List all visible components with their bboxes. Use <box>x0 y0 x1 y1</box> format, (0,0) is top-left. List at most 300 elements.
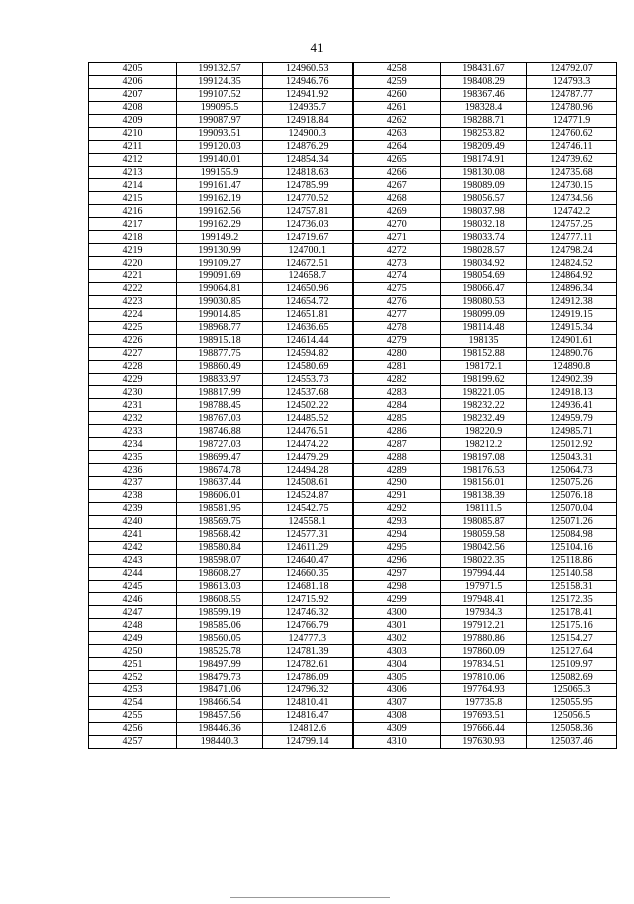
x-coordinate-left-cell: 198767.03 <box>177 412 263 425</box>
y-coordinate-left-cell: 124777.3 <box>263 632 353 645</box>
y-coordinate-left-cell: 124876.29 <box>263 140 353 153</box>
x-coordinate-right-cell: 198232.22 <box>441 399 527 412</box>
x-coordinate-right-cell: 197912.21 <box>441 619 527 632</box>
x-coordinate-left-cell: 198497.99 <box>177 658 263 671</box>
x-coordinate-right-cell: 198152.88 <box>441 347 527 360</box>
y-coordinate-left-cell: 124918.84 <box>263 114 353 127</box>
table-row <box>89 257 617 270</box>
table-row <box>89 645 617 658</box>
point-id-left-cell: 4235 <box>89 451 177 464</box>
x-coordinate-right-cell: 198328.4 <box>441 101 527 114</box>
x-coordinate-left-cell: 198613.03 <box>177 580 263 593</box>
point-id-right-cell: 4292 <box>353 502 441 515</box>
y-coordinate-left-cell: 124650.96 <box>263 282 353 295</box>
x-coordinate-left-cell: 198817.99 <box>177 386 263 399</box>
point-id-right-cell: 4273 <box>353 257 441 270</box>
point-id-right-cell: 4260 <box>353 88 441 101</box>
table-row <box>89 658 617 671</box>
point-id-left-cell: 4246 <box>89 593 177 606</box>
point-id-right-cell: 4309 <box>353 722 441 735</box>
y-coordinate-left-cell: 124812.6 <box>263 722 353 735</box>
point-id-left-cell: 4233 <box>89 425 177 438</box>
x-coordinate-left-cell: 198699.47 <box>177 451 263 464</box>
point-id-right-cell: 4296 <box>353 554 441 567</box>
point-id-left-cell: 4249 <box>89 632 177 645</box>
y-coordinate-left-cell: 124658.7 <box>263 270 353 283</box>
x-coordinate-right-cell: 198253.82 <box>441 127 527 140</box>
x-coordinate-left-cell: 198877.75 <box>177 347 263 360</box>
point-id-left-cell: 4252 <box>89 671 177 684</box>
table-row <box>89 270 617 283</box>
point-id-left-cell: 4228 <box>89 360 177 373</box>
x-coordinate-right-cell: 198174.91 <box>441 153 527 166</box>
y-coordinate-right-cell: 124985.71 <box>527 425 617 438</box>
point-id-left-cell: 4222 <box>89 282 177 295</box>
y-coordinate-right-cell: 125154.27 <box>527 632 617 645</box>
y-coordinate-left-cell: 124900.3 <box>263 127 353 140</box>
point-id-right-cell: 4272 <box>353 244 441 257</box>
point-id-right-cell: 4283 <box>353 386 441 399</box>
y-coordinate-left-cell: 124960.53 <box>263 63 353 76</box>
x-coordinate-left-cell: 199149.2 <box>177 231 263 244</box>
y-coordinate-left-cell: 124796.32 <box>263 684 353 697</box>
point-id-left-cell: 4221 <box>89 270 177 283</box>
point-id-right-cell: 4267 <box>353 179 441 192</box>
y-coordinate-right-cell: 124919.15 <box>527 308 617 321</box>
x-coordinate-right-cell: 198130.08 <box>441 166 527 179</box>
point-id-right-cell: 4264 <box>353 140 441 153</box>
point-id-right-cell: 4291 <box>353 489 441 502</box>
point-id-left-cell: 4224 <box>89 308 177 321</box>
table-row <box>89 334 617 347</box>
x-coordinate-right-cell: 198199.62 <box>441 373 527 386</box>
point-id-left-cell: 4256 <box>89 722 177 735</box>
table-row <box>89 593 617 606</box>
point-id-right-cell: 4284 <box>353 399 441 412</box>
y-coordinate-left-cell: 124660.35 <box>263 567 353 580</box>
y-coordinate-left-cell: 124757.81 <box>263 205 353 218</box>
table-row <box>89 489 617 502</box>
point-id-left-cell: 4210 <box>89 127 177 140</box>
y-coordinate-left-cell: 124636.65 <box>263 321 353 334</box>
x-coordinate-right-cell: 198085.87 <box>441 515 527 528</box>
table-row <box>89 541 617 554</box>
y-coordinate-right-cell: 124739.62 <box>527 153 617 166</box>
x-coordinate-left-cell: 198599.19 <box>177 606 263 619</box>
y-coordinate-right-cell: 125076.18 <box>527 489 617 502</box>
y-coordinate-left-cell: 124614.44 <box>263 334 353 347</box>
x-coordinate-left-cell: 198608.55 <box>177 593 263 606</box>
y-coordinate-left-cell: 124611.29 <box>263 541 353 554</box>
x-coordinate-left-cell: 198608.27 <box>177 567 263 580</box>
y-coordinate-right-cell: 124777.11 <box>527 231 617 244</box>
x-coordinate-right-cell: 198221.05 <box>441 386 527 399</box>
table-row <box>89 709 617 722</box>
y-coordinate-right-cell: 124915.34 <box>527 321 617 334</box>
x-coordinate-right-cell: 198022.35 <box>441 554 527 567</box>
y-coordinate-right-cell: 124864.92 <box>527 270 617 283</box>
x-coordinate-left-cell: 198598.07 <box>177 554 263 567</box>
table-row <box>89 567 617 580</box>
point-id-right-cell: 4280 <box>353 347 441 360</box>
x-coordinate-left-cell: 199120.03 <box>177 140 263 153</box>
y-coordinate-left-cell: 124935.7 <box>263 101 353 114</box>
table-row <box>89 722 617 735</box>
table-row <box>89 671 617 684</box>
y-coordinate-left-cell: 124502.22 <box>263 399 353 412</box>
table-row <box>89 166 617 179</box>
x-coordinate-left-cell: 198637.44 <box>177 477 263 490</box>
x-coordinate-left-cell: 199132.57 <box>177 63 263 76</box>
x-coordinate-right-cell: 197834.51 <box>441 658 527 671</box>
x-coordinate-left-cell: 199162.56 <box>177 205 263 218</box>
y-coordinate-left-cell: 124558.1 <box>263 515 353 528</box>
y-coordinate-right-cell: 124746.11 <box>527 140 617 153</box>
x-coordinate-right-cell: 197693.51 <box>441 709 527 722</box>
y-coordinate-right-cell: 125012.92 <box>527 438 617 451</box>
coordinates-table <box>88 62 617 749</box>
y-coordinate-right-cell: 124890.8 <box>527 360 617 373</box>
y-coordinate-right-cell: 124793.3 <box>527 75 617 88</box>
y-coordinate-right-cell: 124730.15 <box>527 179 617 192</box>
x-coordinate-left-cell: 199162.19 <box>177 192 263 205</box>
y-coordinate-right-cell: 124742.2 <box>527 205 617 218</box>
x-coordinate-right-cell: 198059.58 <box>441 528 527 541</box>
x-coordinate-right-cell: 198408.29 <box>441 75 527 88</box>
y-coordinate-right-cell: 125084.98 <box>527 528 617 541</box>
x-coordinate-right-cell: 198212.2 <box>441 438 527 451</box>
table-row <box>89 502 617 515</box>
x-coordinate-left-cell: 199140.01 <box>177 153 263 166</box>
table-row <box>89 295 617 308</box>
table-row <box>89 425 617 438</box>
y-coordinate-left-cell: 124474.22 <box>263 438 353 451</box>
point-id-left-cell: 4240 <box>89 515 177 528</box>
point-id-left-cell: 4213 <box>89 166 177 179</box>
y-coordinate-left-cell: 124810.41 <box>263 696 353 709</box>
table-row <box>89 114 617 127</box>
y-coordinate-left-cell: 124719.67 <box>263 231 353 244</box>
y-coordinate-left-cell: 124854.34 <box>263 153 353 166</box>
table-row <box>89 63 617 76</box>
x-coordinate-left-cell: 199162.29 <box>177 218 263 231</box>
table-row <box>89 373 617 386</box>
x-coordinate-right-cell: 197666.44 <box>441 722 527 735</box>
table-row <box>89 192 617 205</box>
point-id-right-cell: 4294 <box>353 528 441 541</box>
x-coordinate-left-cell: 199107.52 <box>177 88 263 101</box>
point-id-right-cell: 4270 <box>353 218 441 231</box>
point-id-right-cell: 4305 <box>353 671 441 684</box>
y-coordinate-left-cell: 124580.69 <box>263 360 353 373</box>
point-id-right-cell: 4274 <box>353 270 441 283</box>
y-coordinate-left-cell: 124785.99 <box>263 179 353 192</box>
y-coordinate-right-cell: 124787.77 <box>527 88 617 101</box>
y-coordinate-right-cell: 125104.16 <box>527 541 617 554</box>
point-id-right-cell: 4303 <box>353 645 441 658</box>
y-coordinate-right-cell: 125127.64 <box>527 645 617 658</box>
point-id-right-cell: 4289 <box>353 464 441 477</box>
point-id-left-cell: 4211 <box>89 140 177 153</box>
x-coordinate-right-cell: 198232.49 <box>441 412 527 425</box>
x-coordinate-left-cell: 199124.35 <box>177 75 263 88</box>
table-row <box>89 438 617 451</box>
table-row <box>89 282 617 295</box>
point-id-left-cell: 4232 <box>89 412 177 425</box>
point-id-left-cell: 4237 <box>89 477 177 490</box>
table-row <box>89 347 617 360</box>
y-coordinate-left-cell: 124508.61 <box>263 477 353 490</box>
y-coordinate-right-cell: 124936.41 <box>527 399 617 412</box>
x-coordinate-left-cell: 199155.9 <box>177 166 263 179</box>
y-coordinate-right-cell: 125172.35 <box>527 593 617 606</box>
x-coordinate-left-cell: 198525.78 <box>177 645 263 658</box>
point-id-right-cell: 4277 <box>353 308 441 321</box>
point-id-left-cell: 4216 <box>89 205 177 218</box>
x-coordinate-left-cell: 198746.88 <box>177 425 263 438</box>
x-coordinate-right-cell: 197810.06 <box>441 671 527 684</box>
point-id-left-cell: 4205 <box>89 63 177 76</box>
y-coordinate-right-cell: 124780.96 <box>527 101 617 114</box>
x-coordinate-right-cell: 198056.57 <box>441 192 527 205</box>
point-id-right-cell: 4262 <box>353 114 441 127</box>
table-row <box>89 218 617 231</box>
point-id-left-cell: 4248 <box>89 619 177 632</box>
x-coordinate-left-cell: 198581.95 <box>177 502 263 515</box>
y-coordinate-left-cell: 124494.28 <box>263 464 353 477</box>
y-coordinate-right-cell: 125158.31 <box>527 580 617 593</box>
y-coordinate-right-cell: 124771.9 <box>527 114 617 127</box>
x-coordinate-right-cell: 198431.67 <box>441 63 527 76</box>
x-coordinate-left-cell: 198580.84 <box>177 541 263 554</box>
x-coordinate-right-cell: 198197.08 <box>441 451 527 464</box>
point-id-left-cell: 4234 <box>89 438 177 451</box>
table-row <box>89 386 617 399</box>
y-coordinate-right-cell: 124918.13 <box>527 386 617 399</box>
point-id-right-cell: 4297 <box>353 567 441 580</box>
y-coordinate-right-cell: 125082.69 <box>527 671 617 684</box>
y-coordinate-left-cell: 124577.31 <box>263 528 353 541</box>
point-id-left-cell: 4253 <box>89 684 177 697</box>
y-coordinate-left-cell: 124946.76 <box>263 75 353 88</box>
point-id-left-cell: 4227 <box>89 347 177 360</box>
x-coordinate-left-cell: 199130.99 <box>177 244 263 257</box>
point-id-left-cell: 4220 <box>89 257 177 270</box>
x-coordinate-right-cell: 198033.74 <box>441 231 527 244</box>
y-coordinate-right-cell: 124901.61 <box>527 334 617 347</box>
point-id-left-cell: 4236 <box>89 464 177 477</box>
point-id-right-cell: 4295 <box>353 541 441 554</box>
point-id-left-cell: 4251 <box>89 658 177 671</box>
x-coordinate-left-cell: 198479.73 <box>177 671 263 684</box>
x-coordinate-left-cell: 198568.42 <box>177 528 263 541</box>
y-coordinate-right-cell: 124959.79 <box>527 412 617 425</box>
x-coordinate-left-cell: 199030.85 <box>177 295 263 308</box>
table-row <box>89 127 617 140</box>
x-coordinate-left-cell: 199161.47 <box>177 179 263 192</box>
table-row <box>89 580 617 593</box>
point-id-left-cell: 4217 <box>89 218 177 231</box>
point-id-left-cell: 4244 <box>89 567 177 580</box>
table-row <box>89 412 617 425</box>
x-coordinate-left-cell: 198466.54 <box>177 696 263 709</box>
y-coordinate-left-cell: 124672.51 <box>263 257 353 270</box>
x-coordinate-right-cell: 198037.98 <box>441 205 527 218</box>
x-coordinate-right-cell: 198042.56 <box>441 541 527 554</box>
point-id-right-cell: 4304 <box>353 658 441 671</box>
table-row <box>89 696 617 709</box>
x-coordinate-right-cell: 198135 <box>441 334 527 347</box>
table-row <box>89 321 617 334</box>
point-id-right-cell: 4310 <box>353 735 441 748</box>
table-row <box>89 244 617 257</box>
y-coordinate-right-cell: 124757.25 <box>527 218 617 231</box>
y-coordinate-left-cell: 124553.73 <box>263 373 353 386</box>
point-id-right-cell: 4293 <box>353 515 441 528</box>
x-coordinate-left-cell: 199093.51 <box>177 127 263 140</box>
x-coordinate-right-cell: 198367.46 <box>441 88 527 101</box>
y-coordinate-left-cell: 124766.79 <box>263 619 353 632</box>
point-id-left-cell: 4243 <box>89 554 177 567</box>
x-coordinate-right-cell: 198220.9 <box>441 425 527 438</box>
y-coordinate-left-cell: 124799.14 <box>263 735 353 748</box>
table-row <box>89 554 617 567</box>
point-id-left-cell: 4209 <box>89 114 177 127</box>
point-id-right-cell: 4288 <box>353 451 441 464</box>
table-row <box>89 606 617 619</box>
x-coordinate-right-cell: 197948.41 <box>441 593 527 606</box>
table-row <box>89 153 617 166</box>
y-coordinate-left-cell: 124770.52 <box>263 192 353 205</box>
point-id-right-cell: 4306 <box>353 684 441 697</box>
point-id-right-cell: 4301 <box>353 619 441 632</box>
y-coordinate-left-cell: 124537.68 <box>263 386 353 399</box>
y-coordinate-right-cell: 124760.62 <box>527 127 617 140</box>
x-coordinate-left-cell: 199109.27 <box>177 257 263 270</box>
x-coordinate-left-cell: 198569.75 <box>177 515 263 528</box>
x-coordinate-right-cell: 198114.48 <box>441 321 527 334</box>
x-coordinate-left-cell: 198606.01 <box>177 489 263 502</box>
point-id-left-cell: 4219 <box>89 244 177 257</box>
point-id-left-cell: 4207 <box>89 88 177 101</box>
table-row <box>89 179 617 192</box>
x-coordinate-right-cell: 198111.5 <box>441 502 527 515</box>
table-row <box>89 140 617 153</box>
x-coordinate-left-cell: 198915.18 <box>177 334 263 347</box>
y-coordinate-left-cell: 124782.61 <box>263 658 353 671</box>
point-id-left-cell: 4239 <box>89 502 177 515</box>
point-id-left-cell: 4215 <box>89 192 177 205</box>
x-coordinate-right-cell: 198176.53 <box>441 464 527 477</box>
point-id-left-cell: 4254 <box>89 696 177 709</box>
x-coordinate-right-cell: 197934.3 <box>441 606 527 619</box>
x-coordinate-right-cell: 198034.92 <box>441 257 527 270</box>
y-coordinate-left-cell: 124781.39 <box>263 645 353 658</box>
y-coordinate-right-cell: 125070.04 <box>527 502 617 515</box>
x-coordinate-left-cell: 198560.05 <box>177 632 263 645</box>
point-id-left-cell: 4226 <box>89 334 177 347</box>
x-coordinate-left-cell: 198833.97 <box>177 373 263 386</box>
point-id-left-cell: 4247 <box>89 606 177 619</box>
table-row <box>89 735 617 748</box>
y-coordinate-left-cell: 124700.1 <box>263 244 353 257</box>
y-coordinate-left-cell: 124786.09 <box>263 671 353 684</box>
y-coordinate-right-cell: 124824.52 <box>527 257 617 270</box>
x-coordinate-left-cell: 198860.49 <box>177 360 263 373</box>
y-coordinate-left-cell: 124736.03 <box>263 218 353 231</box>
y-coordinate-right-cell: 125075.26 <box>527 477 617 490</box>
point-id-right-cell: 4279 <box>353 334 441 347</box>
y-coordinate-right-cell: 125043.31 <box>527 451 617 464</box>
y-coordinate-left-cell: 124818.63 <box>263 166 353 179</box>
point-id-right-cell: 4302 <box>353 632 441 645</box>
y-coordinate-right-cell: 124798.24 <box>527 244 617 257</box>
x-coordinate-right-cell: 197630.93 <box>441 735 527 748</box>
point-id-right-cell: 4299 <box>353 593 441 606</box>
y-coordinate-right-cell: 125071.26 <box>527 515 617 528</box>
coordinates-table-body <box>89 63 617 749</box>
point-id-right-cell: 4278 <box>353 321 441 334</box>
y-coordinate-left-cell: 124479.29 <box>263 451 353 464</box>
x-coordinate-left-cell: 198446.36 <box>177 722 263 735</box>
x-coordinate-right-cell: 197971.5 <box>441 580 527 593</box>
point-id-left-cell: 4218 <box>89 231 177 244</box>
point-id-right-cell: 4282 <box>353 373 441 386</box>
point-id-left-cell: 4242 <box>89 541 177 554</box>
point-id-right-cell: 4259 <box>353 75 441 88</box>
x-coordinate-right-cell: 198099.09 <box>441 308 527 321</box>
y-coordinate-right-cell: 125140.58 <box>527 567 617 580</box>
table-row <box>89 515 617 528</box>
x-coordinate-left-cell: 198440.3 <box>177 735 263 748</box>
table-row <box>89 632 617 645</box>
point-id-right-cell: 4290 <box>353 477 441 490</box>
y-coordinate-left-cell: 124746.32 <box>263 606 353 619</box>
y-coordinate-left-cell: 124651.81 <box>263 308 353 321</box>
x-coordinate-right-cell: 197735.8 <box>441 696 527 709</box>
point-id-right-cell: 4265 <box>353 153 441 166</box>
point-id-left-cell: 4208 <box>89 101 177 114</box>
x-coordinate-right-cell: 198032.18 <box>441 218 527 231</box>
y-coordinate-left-cell: 124594.82 <box>263 347 353 360</box>
x-coordinate-right-cell: 197860.09 <box>441 645 527 658</box>
x-coordinate-left-cell: 199091.69 <box>177 270 263 283</box>
table-row <box>89 360 617 373</box>
table-row <box>89 205 617 218</box>
point-id-right-cell: 4281 <box>353 360 441 373</box>
footer-rule <box>230 897 390 898</box>
x-coordinate-left-cell: 198788.45 <box>177 399 263 412</box>
y-coordinate-left-cell: 124524.87 <box>263 489 353 502</box>
point-id-right-cell: 4287 <box>353 438 441 451</box>
point-id-right-cell: 4308 <box>353 709 441 722</box>
point-id-left-cell: 4238 <box>89 489 177 502</box>
y-coordinate-right-cell: 124734.56 <box>527 192 617 205</box>
table-row <box>89 75 617 88</box>
x-coordinate-left-cell: 198585.06 <box>177 619 263 632</box>
point-id-right-cell: 4275 <box>353 282 441 295</box>
point-id-right-cell: 4263 <box>353 127 441 140</box>
point-id-right-cell: 4286 <box>353 425 441 438</box>
x-coordinate-right-cell: 198080.53 <box>441 295 527 308</box>
table-row <box>89 88 617 101</box>
point-id-right-cell: 4307 <box>353 696 441 709</box>
y-coordinate-left-cell: 124476.51 <box>263 425 353 438</box>
point-id-left-cell: 4241 <box>89 528 177 541</box>
x-coordinate-left-cell: 198727.03 <box>177 438 263 451</box>
table-row <box>89 684 617 697</box>
y-coordinate-left-cell: 124654.72 <box>263 295 353 308</box>
